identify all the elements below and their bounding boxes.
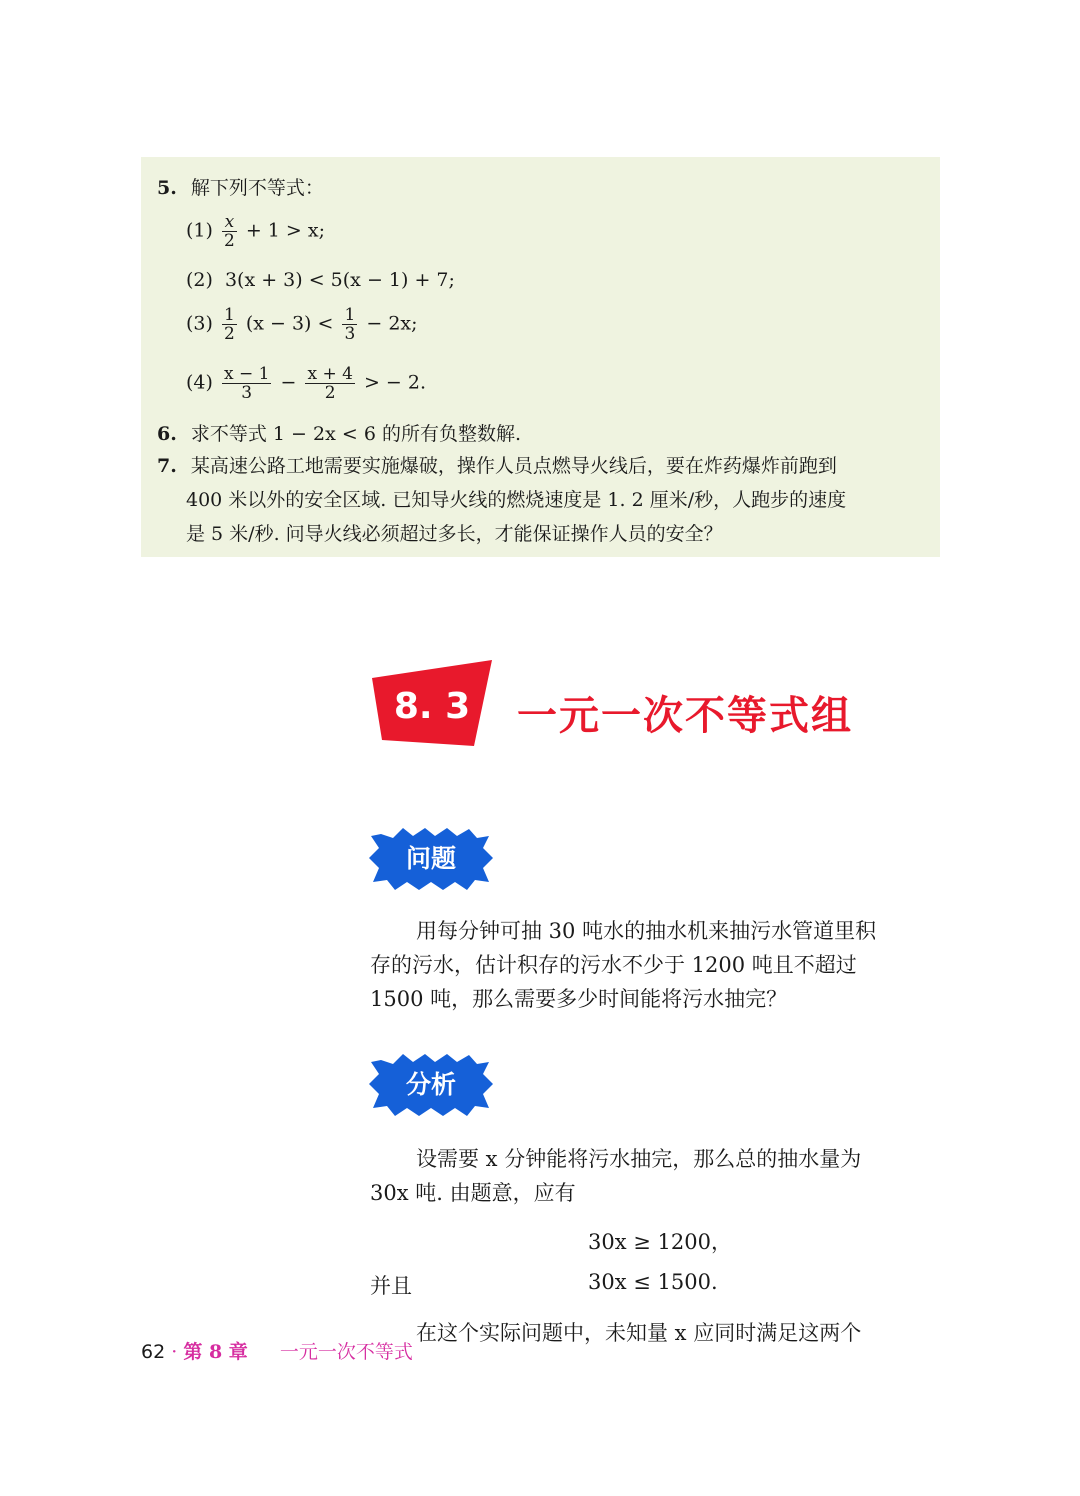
exercise-number: 7. [157, 455, 177, 477]
page-number: 62 [141, 1341, 166, 1363]
exercise-5-1 [186, 213, 325, 250]
fraction-denominator: 2 [223, 231, 235, 251]
expression-rest: + 1 > x; [245, 219, 326, 242]
and-label: 并且 [370, 1274, 412, 1298]
exercise-text-line: 某高速公路工地需要实施爆破，操作人员点燃导火线后，要在炸药爆炸前跑到 [190, 455, 837, 477]
problem-line: 1500 吨，那么需要多少时间能将污水抽完？ [370, 987, 788, 1011]
fraction-numerator: x [222, 213, 237, 232]
inequality-2: 30x ≤ 1500. [588, 1270, 718, 1294]
exercise-5-2 [186, 268, 455, 292]
exercise-5 [157, 176, 324, 200]
exercise-number: 5. [157, 177, 177, 199]
analysis-paragraph [370, 1142, 942, 1210]
analysis-tag-label: 分析 [405, 1070, 456, 1099]
chapter-label: 第 8 章 [183, 1341, 248, 1363]
item-label: (4) [186, 371, 213, 394]
fraction-denominator: 3 [344, 324, 356, 344]
section-number-badge [370, 660, 494, 746]
item-label: (2) [186, 269, 213, 291]
expression-mid: (x − 3) < [245, 312, 334, 335]
exercise-7-line-2: 400 米以外的安全区域. 已知导火线的燃烧速度是 1. 2 厘米/秒，人跑步的速度 [186, 489, 847, 511]
analysis-line: 设需要 x 分钟能将污水抽完，那么总的抽水量为 [416, 1147, 862, 1171]
page-footer [141, 1337, 413, 1364]
exercise-text: 解下列不等式： [190, 177, 324, 199]
fraction-denominator: 3 [241, 383, 253, 403]
fraction-numerator: 1 [344, 305, 356, 325]
problem-line: 存的污水，估计积存的污水不少于 1200 吨且不超过 [370, 953, 857, 977]
analysis-continuation-line: 在这个实际问题中，未知量 x 应同时满足这两个 [416, 1321, 862, 1345]
fraction [222, 365, 271, 402]
expression-rest: > − 2. [363, 371, 427, 394]
fraction-numerator: x − 1 [223, 364, 270, 384]
exercise-number: 6. [157, 423, 177, 445]
item-label: (1) [186, 219, 213, 242]
section-title: 一元一次不等式组 [517, 693, 853, 739]
problem-paragraph [370, 914, 942, 1016]
fraction [222, 213, 237, 250]
fraction [342, 306, 357, 343]
problem-tag-label: 问题 [405, 844, 456, 873]
exercise-7 [157, 454, 837, 478]
fraction-numerator: x + 4 [307, 364, 353, 384]
inequality-1: 30x ≥ 1200， [588, 1230, 732, 1254]
minus-sign: − [280, 371, 297, 394]
item-label: (3) [186, 312, 213, 335]
section-number: 8. 3 [393, 686, 471, 727]
analysis-line: 30x 吨. 由题意，应有 [370, 1181, 576, 1205]
fraction-numerator: 1 [223, 305, 235, 325]
exercise-5-3 [186, 306, 418, 343]
fraction [222, 306, 237, 343]
fraction [305, 365, 354, 402]
problem-tag [369, 826, 493, 892]
exercise-text: 求不等式 1 − 2x < 6 的所有负整数解. [190, 423, 521, 445]
problem-line: 用每分钟可抽 30 吨水的抽水机来抽污水管道里积 [416, 919, 877, 943]
fraction-denominator: 2 [324, 383, 336, 403]
exercise-6 [157, 422, 521, 446]
expression-rest: − 2x; [366, 312, 418, 335]
exercise-5-4 [186, 365, 426, 402]
exercise-7-line-3: 是 5 米/秒. 问导火线必须超过多长，才能保证操作人员的安全？ [186, 523, 723, 545]
footer-separator: · [171, 1341, 178, 1363]
analysis-tag [369, 1052, 493, 1118]
fraction-denominator: 2 [223, 324, 235, 344]
expression: 3(x + 3) < 5(x − 1) + 7; [224, 269, 455, 291]
chapter-title: 一元一次不等式 [279, 1341, 413, 1363]
